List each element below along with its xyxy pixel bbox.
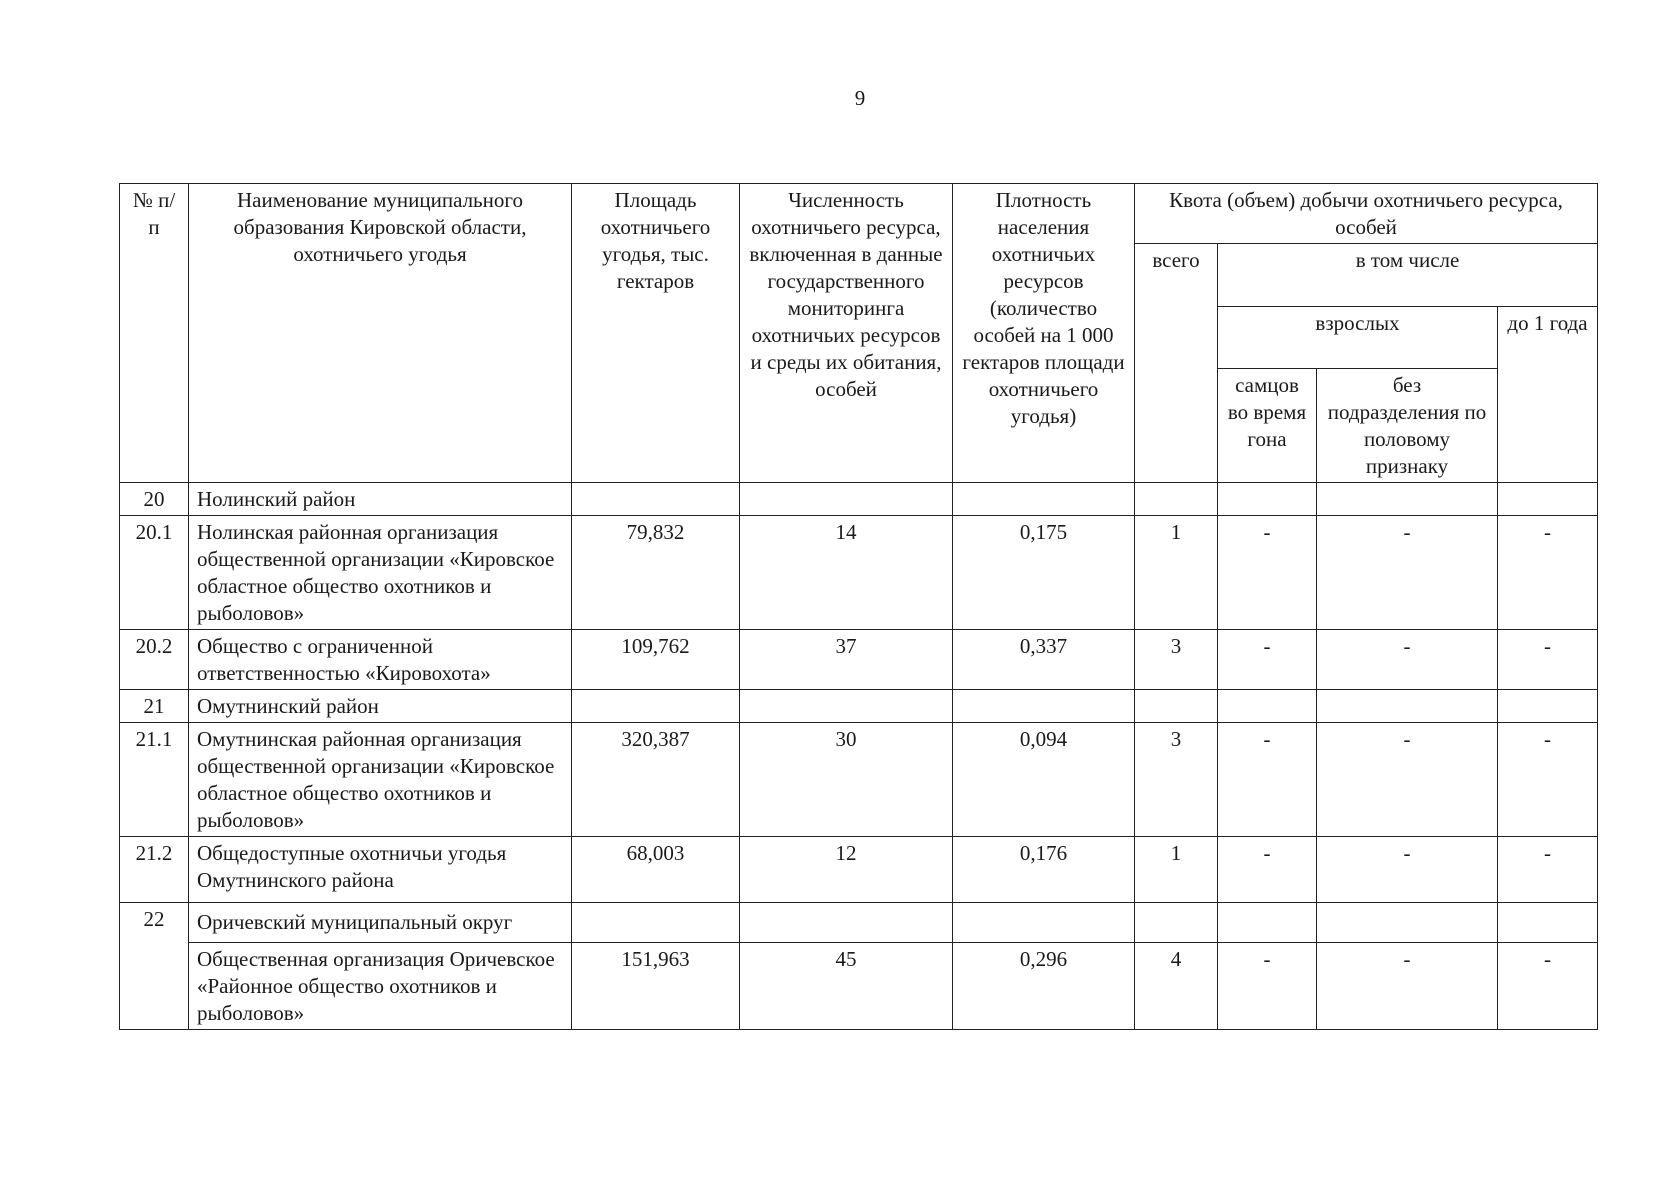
row-density: 0,176	[953, 837, 1135, 903]
row-young: -	[1498, 630, 1598, 690]
row-young: -	[1498, 837, 1598, 903]
row-count: 14	[740, 516, 953, 630]
header-males: самцов во время гона	[1218, 369, 1317, 483]
row-name: Омутнинская районная организация общественной организации «Кировское областное общество охотников и рыболовов»	[189, 723, 572, 837]
row-name: Нолинский район	[189, 483, 572, 516]
table-row	[120, 483, 1598, 516]
row-density: 0,094	[953, 723, 1135, 837]
row-area: 320,387	[572, 723, 740, 837]
table-row	[120, 630, 1598, 690]
page-number: 9	[854, 86, 866, 110]
row-males: -	[1218, 630, 1317, 690]
row-density: 0,337	[953, 630, 1135, 690]
header-quota: Квота (объем) добычи охотничьего ресурса, особей	[1135, 184, 1598, 244]
table-row	[120, 903, 1598, 943]
row-count: 12	[740, 837, 953, 903]
row-count: 45	[740, 943, 953, 1030]
row-name: Общество с ограниченной ответственностью «Кировохота»	[189, 630, 572, 690]
row-males: -	[1218, 723, 1317, 837]
table-row	[120, 723, 1598, 837]
header-density: Плотность населения охотничьих ресурсов (количество особей на 1 000 гектаров площади охотничьего угодья)	[953, 184, 1135, 483]
row-count: 37	[740, 630, 953, 690]
row-name: Оричевский муниципальный округ	[189, 903, 572, 943]
row-nosex: -	[1317, 723, 1498, 837]
row-total: 4	[1135, 943, 1218, 1030]
header-count: Численность охотничьего ресурса, включенная в данные государственного мониторинга охотничьих ресурсов и среды их обитания, особей	[740, 184, 953, 483]
row-nosex: -	[1317, 516, 1498, 630]
header-under-year: до 1 года	[1498, 306, 1598, 483]
header-num: № п/п	[120, 184, 189, 483]
row-num: 20.2	[120, 630, 189, 690]
quota-table	[119, 183, 1598, 1030]
header-no-sex: без подразделения по половому признаку	[1317, 369, 1498, 483]
header-area: Площадь охотничьего угодья, тыс. гектаров	[572, 184, 740, 483]
row-area: 68,003	[572, 837, 740, 903]
row-total: 3	[1135, 723, 1218, 837]
header-adults: взрослых	[1218, 306, 1498, 369]
row-num: 22	[120, 903, 189, 1030]
row-num: 21	[120, 690, 189, 723]
row-num: 21.2	[120, 837, 189, 903]
table-row	[120, 943, 1598, 1030]
row-num: 20	[120, 483, 189, 516]
table-row	[120, 690, 1598, 723]
row-count: 30	[740, 723, 953, 837]
row-name: Нолинская районная организация общественной организации «Кировское областное общество охотников и рыболовов»	[189, 516, 572, 630]
row-density: 0,296	[953, 943, 1135, 1030]
row-area: 151,963	[572, 943, 740, 1030]
row-num: 20.1	[120, 516, 189, 630]
row-nosex: -	[1317, 943, 1498, 1030]
header-row-1	[120, 184, 1598, 244]
row-name: Общественная организация Оричевское «Районное общество охотников и рыболовов»	[189, 943, 572, 1030]
row-name: Омутнинский район	[189, 690, 572, 723]
row-males: -	[1218, 516, 1317, 630]
header-total: всего	[1135, 244, 1218, 483]
row-total: 1	[1135, 516, 1218, 630]
header-including: в том числе	[1218, 244, 1598, 307]
row-area: 109,762	[572, 630, 740, 690]
row-total: 1	[1135, 837, 1218, 903]
row-nosex: -	[1317, 837, 1498, 903]
row-density: 0,175	[953, 516, 1135, 630]
row-young: -	[1498, 943, 1598, 1030]
row-young: -	[1498, 516, 1598, 630]
row-name: Общедоступные охотничьи угодья Омутнинского района	[189, 837, 572, 903]
row-males: -	[1218, 943, 1317, 1030]
table-row	[120, 516, 1598, 630]
table-row	[120, 837, 1598, 903]
row-total: 3	[1135, 630, 1218, 690]
row-males: -	[1218, 837, 1317, 903]
row-num: 21.1	[120, 723, 189, 837]
row-nosex: -	[1317, 630, 1498, 690]
row-area: 79,832	[572, 516, 740, 630]
row-young: -	[1498, 723, 1598, 837]
header-name: Наименование муниципального образования Кировской области, охотничьего угодья	[189, 184, 572, 483]
